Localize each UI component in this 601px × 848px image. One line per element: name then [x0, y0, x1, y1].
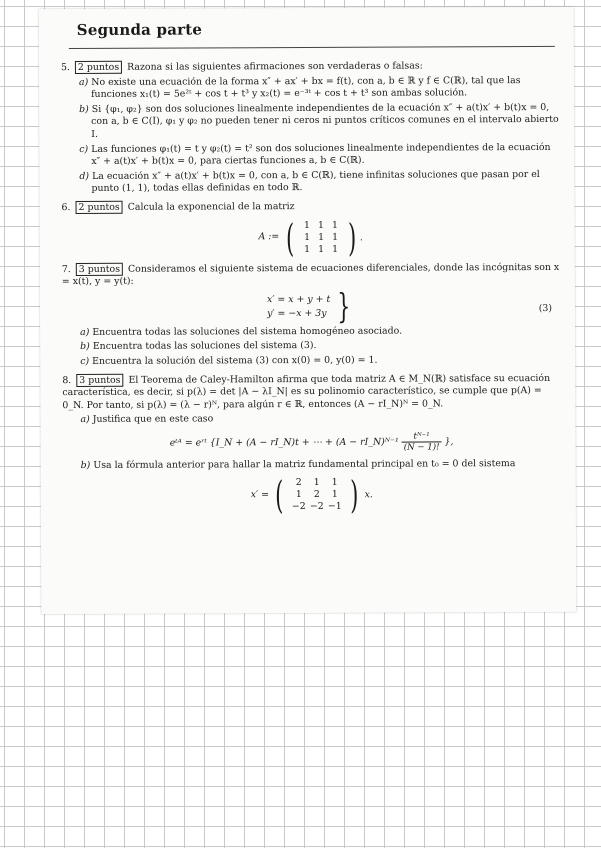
item-text: Justifica que en este caso: [92, 413, 214, 426]
item-text: Las funciones φ₁(t) = t y φ₂(t) = t² son dos soluciones linealmente independientes de la ecuación x″ + a(t)x′ + b(t)x = 0, para ciertas funciones a, b ∈ C(ℝ).: [91, 141, 551, 168]
fraction-denominator: (N − 1)!: [403, 442, 440, 453]
matrix-cell: 1: [295, 489, 302, 501]
item-label: b): [80, 341, 90, 353]
matrix-cell: 1: [318, 243, 325, 255]
matrix-A: [300, 219, 342, 255]
right-paren: ): [348, 215, 357, 260]
fraction-numerator: tᴺ⁻¹: [402, 431, 442, 442]
item-text: La ecuación x″ + a(t)x′ + b(t)x = 0, con a, b ∈ C(ℝ), tiene infinitas soluciones que pasan por el punto (1, 1), todas ellas definidas en todo ℝ.: [91, 168, 540, 195]
exam-sheet: [39, 7, 577, 614]
exercise-6: [61, 199, 560, 260]
matrix-cell: 1: [317, 219, 325, 231]
exercise-prompt: Calcula la exponencial de la matriz: [127, 200, 295, 213]
exercise-item: [80, 325, 560, 340]
matrix-cell: −2: [309, 501, 324, 513]
matrix-cell: 2: [295, 477, 302, 489]
item-label: b): [79, 103, 89, 115]
formula-right: },: [444, 436, 454, 448]
exercise-7-header: [62, 260, 560, 288]
exercise-number: 8.: [62, 374, 72, 386]
item-text: Encuentra la solución del sistema (3) con x(0) = 0, y(0) = 1.: [92, 354, 378, 367]
matrix-lhs: x′ =: [250, 489, 270, 501]
exercise-number: 5.: [60, 62, 70, 74]
exercise-item: [80, 339, 560, 354]
exercise-item: [79, 74, 559, 101]
matrix-cell: −2: [291, 501, 306, 513]
matrix-cell: 2: [313, 489, 320, 501]
item-label: a): [78, 76, 89, 88]
system-equation: x′ = x + y + t: [267, 293, 331, 305]
item-label: c): [79, 143, 89, 155]
left-paren: (: [285, 215, 294, 260]
exercise-item: [80, 354, 560, 369]
item-text: Encuentra todas las soluciones del sistema homogéneo asociado.: [92, 325, 403, 338]
item-label: b): [80, 459, 91, 471]
matrix-cell: 1: [331, 477, 338, 489]
exercise-prompt: Consideramos el siguiente sistema de ecuaciones diferenciales, donde las incógnitas son x = x(t), y = y(t):: [61, 261, 560, 288]
right-paren: ): [350, 473, 359, 518]
section-title: Segunda parte: [76, 20, 203, 40]
item-label: c): [80, 355, 90, 367]
exercise-6-header: [62, 199, 560, 215]
exercise-number: 7.: [61, 263, 71, 275]
item-text: Usa la fórmula anterior para hallar la matriz fundamental principal en t₀ = 0 del sistema: [93, 457, 516, 471]
formula-left: eᵗᴬ = eʳᵗ {I_N + (A − rI_N)t + ⋯ + (A − rI_N)ᴺ⁻¹: [169, 436, 399, 449]
matrix-cell: 1: [304, 243, 311, 255]
matrix-rhs: x.: [364, 489, 373, 501]
matrix-A-equation: [62, 215, 560, 260]
matrix-cell: 1: [313, 477, 320, 489]
title-rule: [69, 46, 555, 49]
exercise-5: [61, 59, 560, 196]
matrix-cell: 1: [303, 219, 311, 231]
system-equation: y′ = −x + 3y: [267, 307, 327, 319]
exponential-formula: [63, 431, 561, 454]
left-paren: (: [275, 473, 284, 518]
exercise-item: [79, 102, 559, 142]
exercise-item: [81, 458, 561, 473]
matrix-cell: 1: [332, 231, 339, 243]
exercise-5-header: [61, 59, 559, 75]
item-text: No existe una ecuación de la forma x″ + ax′ + bx = f(t), con a, b ∈ ℝ y f ∈ C(ℝ), tal que las funciones x₁(t) = 5e²ᵗ + cos t + t³ y x₂(t) = e⁻³ᵗ + cos t + t³ son ambas solución.: [91, 74, 521, 101]
ode-system: [62, 286, 560, 327]
exam-content: [61, 59, 561, 521]
matrix-cell: 1: [332, 243, 339, 255]
item-text: Si {φ₁, φ₂} son dos soluciones linealmente independientes de la ecuación x″ + a(t)x′ + b(t)x = 0, con a, b ∈ C(I), φ₁ y φ₂ no pueden tener ni ceros ni puntos críticos comunes en el intervalo abierto I.: [91, 101, 559, 140]
equation-tag: (3): [538, 302, 553, 314]
fraction: [402, 431, 442, 452]
matrix-cell: 1: [331, 489, 338, 501]
item-label: a): [80, 414, 90, 426]
matrix-cell: 1: [331, 219, 339, 231]
matrix-system-equation: [63, 473, 561, 518]
exercise-prompt: El Teorema de Caley-Hamilton afirma que toda matriz A ∈ M_N(ℝ) satisface su ecuación característica, es decir, si p(λ) = det |A − λI_N| es su polinomio característico, se cumple que p(A) = 0_N. Por tanto, si p(λ) = (λ − r)ᴺ, para algún r ∈ ℝ, entonces (A − rI_N)ᴺ = 0_N.: [62, 372, 551, 411]
matrix-cell: −1: [327, 501, 342, 513]
exercise-item: [79, 141, 559, 168]
matrix-end: .: [359, 231, 363, 243]
points-box: 2 puntos: [75, 201, 122, 214]
system-matrix: [290, 477, 344, 513]
points-box: 3 puntos: [76, 262, 123, 275]
exercise-number: 6.: [61, 201, 71, 214]
exercise-item: [79, 169, 559, 196]
item-text: Encuentra todas las soluciones del sistema (3).: [92, 340, 317, 353]
matrix-cell: 1: [318, 231, 325, 243]
exercise-8: [62, 371, 561, 518]
exercise-prompt: Razona si las siguientes afirmaciones son verdaderas o falsas:: [127, 60, 423, 73]
exercise-7: [62, 260, 560, 368]
right-brace: }: [337, 286, 351, 327]
system-equations: [267, 293, 330, 321]
exercise-8-header: [62, 371, 560, 412]
points-box: 3 puntos: [76, 373, 123, 386]
exercise-item: [80, 412, 560, 427]
item-label: d): [79, 170, 90, 182]
matrix-lhs: A :=: [258, 231, 280, 243]
item-label: a): [80, 326, 90, 338]
matrix-cell: 1: [304, 231, 311, 243]
points-box: 2 puntos: [75, 61, 122, 74]
